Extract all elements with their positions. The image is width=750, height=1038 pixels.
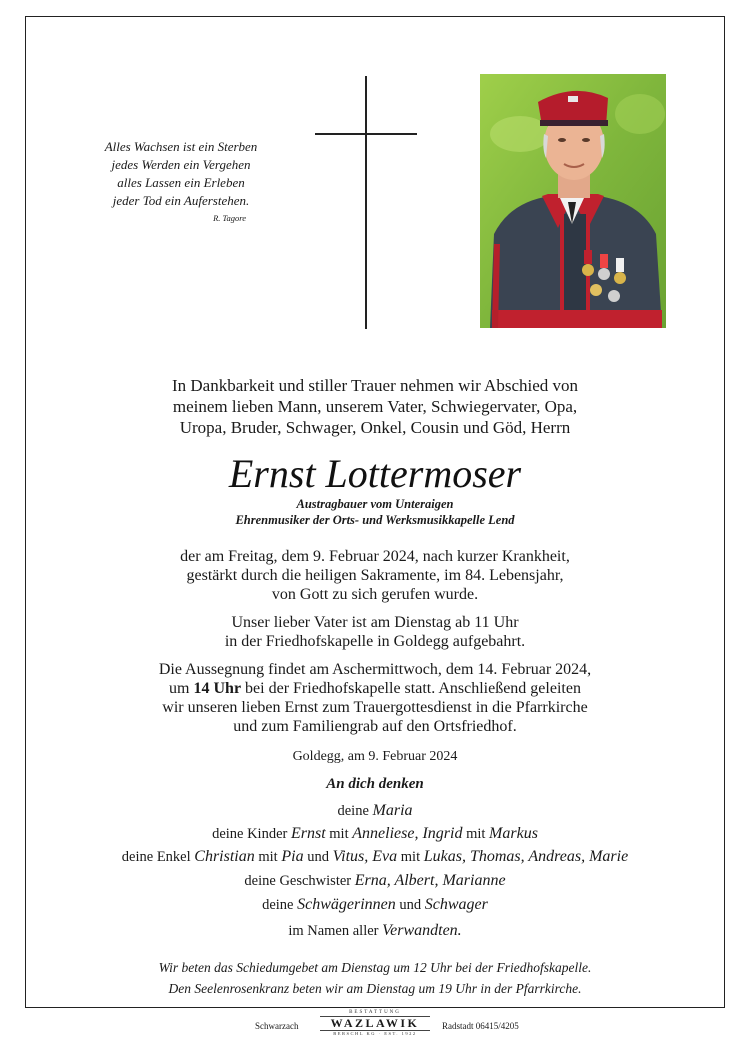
ceremony-line: und zum Familiengrab auf den Ortsfriedhof. — [233, 718, 517, 735]
death-line: von Gott zu sich gerufen wurde. — [271, 586, 479, 603]
family-member: Lukas — [423, 848, 462, 865]
deceased-title-1: Austragbauer vom Unteraigen — [296, 497, 454, 511]
family-member: Anneliese — [352, 825, 415, 842]
family-member: Schwager — [424, 896, 488, 913]
family-label: deine Enkel — [121, 849, 195, 865]
quote-line: jeder Tod ein Auferstehen. — [112, 193, 250, 208]
cross-icon-bar — [315, 133, 417, 135]
family-children — [60, 825, 690, 843]
logo-bottom-text: BERSCHL KG · EST. 1922 — [333, 1031, 417, 1036]
footer-location-left: Schwarzach — [255, 1021, 299, 1031]
intro-line: In Dankbarkeit und stiller Trauer nehmen wir Abschied von — [171, 376, 579, 395]
funeral-home-logo — [320, 1010, 430, 1036]
quote-author: R. Tagore — [213, 213, 246, 223]
family-sep: , — [364, 848, 373, 865]
family-label: deine — [337, 803, 373, 819]
family-label: deine — [262, 897, 298, 913]
viewing-info — [100, 613, 650, 651]
quote-line: Alles Wachsen ist ein Sterben — [104, 139, 258, 154]
family-member: Ernst — [290, 825, 326, 842]
family-grandchildren — [60, 848, 690, 866]
family-label: mit — [325, 826, 353, 842]
deceased-title-2: Ehrenmusiker der Orts- und Werksmusikkapelle Lend — [235, 513, 515, 527]
intro-line: meinem lieben Mann, unserem Vater, Schwiegervater, Opa, — [172, 397, 578, 416]
family-member: Vitus — [332, 848, 365, 865]
intro-text — [120, 375, 630, 438]
family-label: deine Geschwister — [244, 873, 355, 889]
family-siblings — [60, 872, 690, 890]
family-label: mit — [462, 826, 490, 842]
logo-top-text: BESTATTUNG — [349, 1010, 401, 1015]
family-label: deine Kinder — [212, 826, 291, 842]
family-wife — [60, 802, 690, 820]
portrait-photo — [480, 74, 666, 328]
deceased-name: Ernst Lottermoser — [228, 451, 522, 496]
quote-line: jedes Werden ein Vergehen — [111, 157, 251, 172]
family-member: Maria — [372, 802, 413, 819]
cross-icon — [365, 76, 367, 329]
family-member: Pia — [281, 848, 304, 865]
death-line: gestärkt durch die heiligen Sakramente, im 84. Lebensjahr, — [186, 567, 564, 584]
death-notice — [100, 547, 650, 604]
family-member: Ingrid — [422, 825, 463, 842]
family-label: und — [303, 849, 333, 865]
family-member: Eva — [372, 848, 398, 865]
footer-location-right: Radstadt 06415/4205 — [442, 1021, 519, 1031]
logo-main-text: WAZLAWIK — [320, 1016, 430, 1031]
place-date: Goldegg, am 9. Februar 2024 — [292, 749, 458, 764]
viewing-line: Unser lieber Vater ist am Dienstag ab 11 Uhr — [231, 614, 519, 631]
ceremony-info — [100, 660, 650, 736]
ceremony-text: bei der Friedhofskapelle statt. Anschließend geleiten — [241, 680, 581, 697]
viewing-line: in der Friedhofskapelle in Goldegg aufgebahrt. — [224, 633, 526, 650]
family-member: Christian — [194, 848, 255, 865]
ceremony-text: um — [169, 680, 194, 697]
ceremony-line: Die Aussegnung findet am Aschermittwoch, dem 14. Februar 2024, — [158, 661, 592, 678]
family-sep: , — [414, 825, 423, 842]
family-label: und — [395, 897, 425, 913]
remember-heading: An dich denken — [326, 776, 424, 792]
family-inlaws — [60, 896, 690, 914]
intro-line: Uropa, Bruder, Schwager, Onkel, Cousin und Göd, Herrn — [179, 418, 571, 437]
family-member: Markus — [489, 825, 538, 842]
family-label: mit — [397, 849, 424, 865]
family-member: , Thomas, Andreas, Marie — [461, 848, 629, 865]
family-member: Erna, Albert, Marianne — [354, 872, 506, 889]
family-label: im Namen aller — [288, 923, 383, 939]
ceremony-time: 14 Uhr — [193, 680, 242, 697]
death-line: der am Freitag, dem 9. Februar 2024, nach kurzer Krankheit, — [180, 548, 570, 565]
ceremony-line — [100, 679, 650, 698]
quote-line: alles Lassen ein Erleben — [117, 175, 245, 190]
family-member: Schwägerinnen — [297, 896, 396, 913]
family-relatives — [60, 922, 690, 940]
tagore-quote — [66, 138, 296, 227]
family-label: mit — [254, 849, 282, 865]
family-member: Verwandten. — [382, 922, 462, 939]
ceremony-line: wir unseren lieben Ernst zum Trauergottesdienst in die Pfarrkirche — [162, 699, 588, 716]
prayer-info-1: Wir beten das Schiedumgebet am Dienstag um 12 Uhr bei der Friedhofskapelle. — [158, 960, 592, 975]
prayer-info-2: Den Seelenrosenkranz beten wir am Dienstag um 19 Uhr in der Pfarrkirche. — [168, 981, 582, 996]
